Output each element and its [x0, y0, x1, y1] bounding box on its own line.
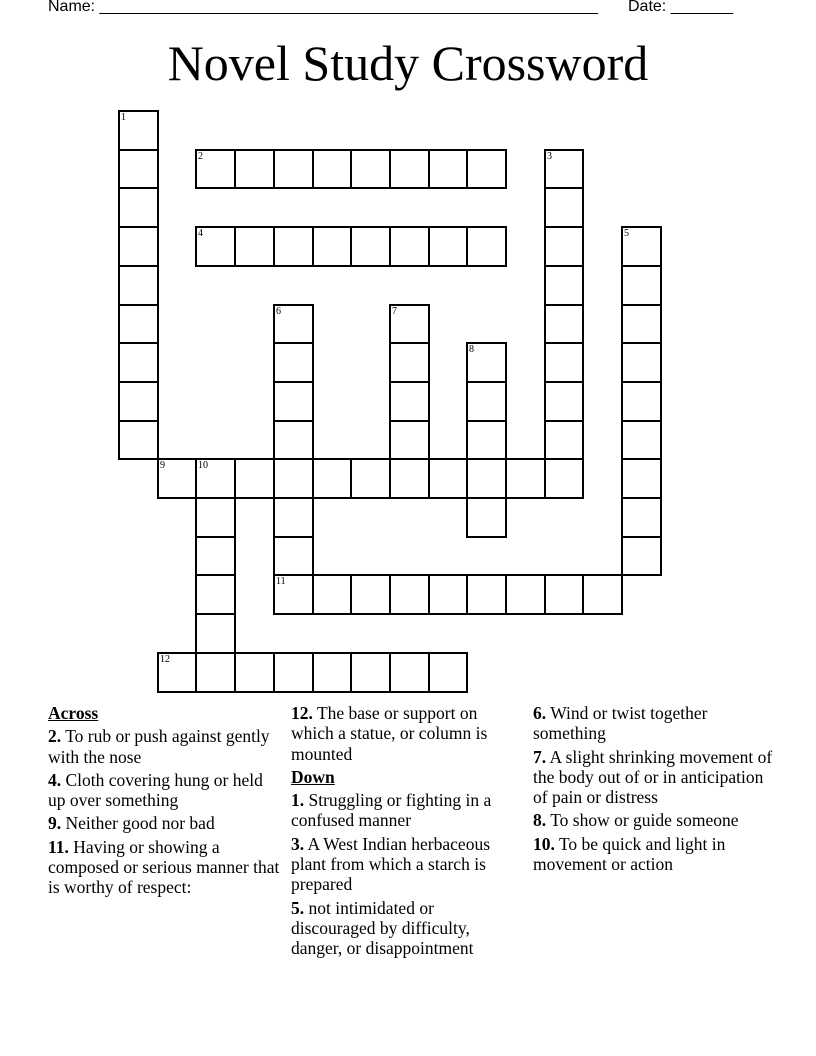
grid-cell[interactable]: [350, 226, 391, 267]
grid-cell[interactable]: [621, 342, 662, 383]
grid-cell[interactable]: [389, 420, 430, 460]
across-heading: Across: [48, 703, 99, 723]
grid-cell[interactable]: [312, 458, 352, 499]
grid-cell[interactable]: [466, 420, 507, 460]
grid-cell[interactable]: [195, 226, 236, 267]
clue-number: 12.: [291, 703, 313, 723]
clue-number: 4.: [48, 769, 62, 790]
clue-across-12: [291, 703, 516, 764]
grid-cell[interactable]: [118, 110, 159, 151]
grid-cell[interactable]: [389, 652, 430, 693]
grid-cell[interactable]: [428, 458, 468, 499]
clue-text: A slight shrinking movement of the body out of or in anticipation of pain or distress: [533, 746, 773, 808]
grid-cell[interactable]: [466, 458, 507, 499]
grid-cell[interactable]: [389, 458, 430, 499]
clue-across-11: [48, 837, 280, 898]
grid-cell[interactable]: [621, 497, 662, 538]
grid-cell[interactable]: [273, 304, 314, 344]
grid-cell[interactable]: [428, 652, 468, 693]
grid-cell[interactable]: [312, 652, 352, 693]
grid-cell[interactable]: [389, 226, 430, 267]
clue-number: 7.: [533, 746, 547, 767]
grid-cell[interactable]: [234, 652, 275, 693]
grid-cell[interactable]: [389, 304, 430, 344]
grid-cell[interactable]: [312, 574, 352, 615]
grid-cell[interactable]: [118, 265, 159, 306]
clue-text: To be quick and light in movement or action: [533, 833, 726, 875]
cell-number: 12: [160, 654, 170, 665]
clue-text: Struggling or fighting in a confused manner: [291, 790, 492, 831]
page-title: Novel Study Crossword: [167, 35, 649, 91]
clue-across-2: [48, 726, 280, 767]
grid-cell[interactable]: [544, 149, 584, 189]
clues-column-1: [48, 703, 280, 901]
cell-number: 11: [276, 576, 286, 587]
grid-cell[interactable]: [505, 458, 546, 499]
clue-text: To show or guide someone: [550, 810, 739, 831]
grid-cell[interactable]: [544, 304, 584, 344]
clue-text: not intimidated or discouraged by difficulty, danger, or disappointment: [291, 897, 474, 959]
cell-number: 1: [121, 112, 126, 123]
cell-number: 7: [392, 306, 397, 317]
grid-cell[interactable]: [195, 458, 236, 499]
clue-number: 8.: [533, 810, 547, 831]
grid-cell[interactable]: [273, 652, 314, 693]
clue-text: Neither good nor bad: [65, 813, 215, 834]
clues-column-2: [291, 703, 516, 962]
grid-cell[interactable]: [544, 342, 584, 383]
grid-cell[interactable]: [544, 381, 584, 422]
grid-cell[interactable]: [273, 574, 314, 615]
grid-cell[interactable]: [273, 226, 314, 267]
grid-cell[interactable]: [312, 226, 352, 267]
date-field-label: Date: _______: [628, 0, 733, 15]
cell-number: 2: [198, 151, 203, 162]
grid-cell[interactable]: [621, 458, 662, 499]
grid-cell[interactable]: [118, 304, 159, 344]
clue-across-9: [48, 813, 280, 833]
clue-down-6: [533, 703, 773, 744]
grid-cell[interactable]: [118, 342, 159, 383]
clue-down-3: [291, 834, 516, 895]
clue-text: Wind or twist together something: [533, 703, 708, 744]
grid-cell[interactable]: [621, 304, 662, 344]
grid-cell[interactable]: [466, 574, 507, 615]
grid-cell[interactable]: [544, 265, 584, 306]
grid-cell[interactable]: [234, 458, 275, 499]
grid-cell[interactable]: [118, 381, 159, 422]
clue-number: 6.: [533, 703, 547, 723]
grid-cell[interactable]: [118, 226, 159, 267]
grid-cell[interactable]: [118, 149, 159, 189]
clue-text: The base or support on which a statue, or column is mounted: [291, 703, 488, 764]
grid-cell[interactable]: [118, 420, 159, 460]
cell-number: 10: [198, 460, 208, 471]
grid-cell[interactable]: [505, 574, 546, 615]
grid-cell[interactable]: [273, 497, 314, 538]
grid-cell[interactable]: [195, 536, 236, 576]
grid-cell[interactable]: [389, 342, 430, 383]
clue-number: 2.: [48, 726, 62, 747]
grid-cell[interactable]: [466, 381, 507, 422]
grid-cell[interactable]: [389, 574, 430, 615]
grid-cell[interactable]: [621, 381, 662, 422]
clues-column-3: [533, 703, 773, 877]
cell-number: 6: [276, 306, 281, 317]
grid-cell[interactable]: [389, 381, 430, 422]
grid-cell[interactable]: [273, 458, 314, 499]
grid-cell[interactable]: [544, 458, 584, 499]
grid-cell[interactable]: [195, 574, 236, 615]
cell-number: 4: [198, 228, 203, 239]
clue-text: To rub or push against gently with the nose: [48, 726, 270, 767]
clue-text: Having or showing a composed or serious manner that is worthy of respect:: [48, 836, 280, 898]
grid-cell[interactable]: [195, 149, 236, 189]
cell-number: 5: [624, 228, 629, 239]
clue-text: Cloth covering hung or held up over something: [48, 769, 263, 811]
clue-text: A West Indian herbaceous plant from which a starch is prepared: [291, 833, 490, 895]
clue-down-7: [533, 747, 773, 808]
cell-number: 8: [469, 344, 474, 355]
grid-cell[interactable]: [350, 574, 391, 615]
cell-number: 9: [160, 460, 165, 471]
clue-down-5: [291, 898, 516, 959]
grid-cell[interactable]: [428, 226, 468, 267]
clue-number: 1.: [291, 790, 305, 811]
grid-cell[interactable]: [312, 149, 352, 189]
clue-down-10: [533, 834, 773, 875]
grid-cell[interactable]: [273, 149, 314, 189]
clue-down-1: [291, 790, 516, 831]
grid-cell[interactable]: [544, 420, 584, 460]
down-heading: Down: [291, 766, 335, 787]
grid-cell[interactable]: [621, 226, 662, 267]
clue-across-4: [48, 770, 280, 811]
clue-number: 5.: [291, 897, 305, 918]
grid-cell[interactable]: [621, 420, 662, 460]
clue-number: 11.: [48, 836, 69, 857]
grid-cell[interactable]: [428, 149, 468, 189]
grid-cell[interactable]: [118, 187, 159, 228]
grid-cell[interactable]: [466, 497, 507, 538]
clue-down-8: [533, 810, 773, 830]
clue-number: 10.: [533, 833, 555, 854]
grid-cell[interactable]: [466, 226, 507, 267]
grid-cell[interactable]: [544, 226, 584, 267]
grid-cell[interactable]: [157, 652, 197, 693]
grid-cell[interactable]: [389, 149, 430, 189]
clue-number: 3.: [291, 833, 305, 854]
cell-number: 3: [547, 151, 552, 162]
grid-cell[interactable]: [195, 652, 236, 693]
grid-cell[interactable]: [157, 458, 197, 499]
grid-cell[interactable]: [234, 226, 275, 267]
grid-cell[interactable]: [195, 497, 236, 538]
grid-cell[interactable]: [350, 458, 391, 499]
grid-cell[interactable]: [350, 652, 391, 693]
grid-cell[interactable]: [428, 574, 468, 615]
clue-number: 9.: [48, 813, 62, 834]
grid-cell[interactable]: [621, 536, 662, 576]
name-field-label: Name: ________________________________________________________: [48, 0, 598, 15]
grid-cell[interactable]: [350, 149, 391, 189]
grid-cell[interactable]: [544, 187, 584, 228]
grid-cell[interactable]: [195, 613, 236, 654]
grid-cell[interactable]: [234, 149, 275, 189]
grid-cell[interactable]: [273, 381, 314, 422]
grid-cell[interactable]: [621, 265, 662, 306]
grid-cell[interactable]: [466, 149, 507, 189]
grid-cell[interactable]: [466, 342, 507, 383]
grid-cell[interactable]: [582, 574, 623, 615]
grid-cell[interactable]: [273, 420, 314, 460]
grid-cell[interactable]: [273, 342, 314, 383]
grid-cell[interactable]: [273, 536, 314, 576]
grid-cell[interactable]: [544, 574, 584, 615]
